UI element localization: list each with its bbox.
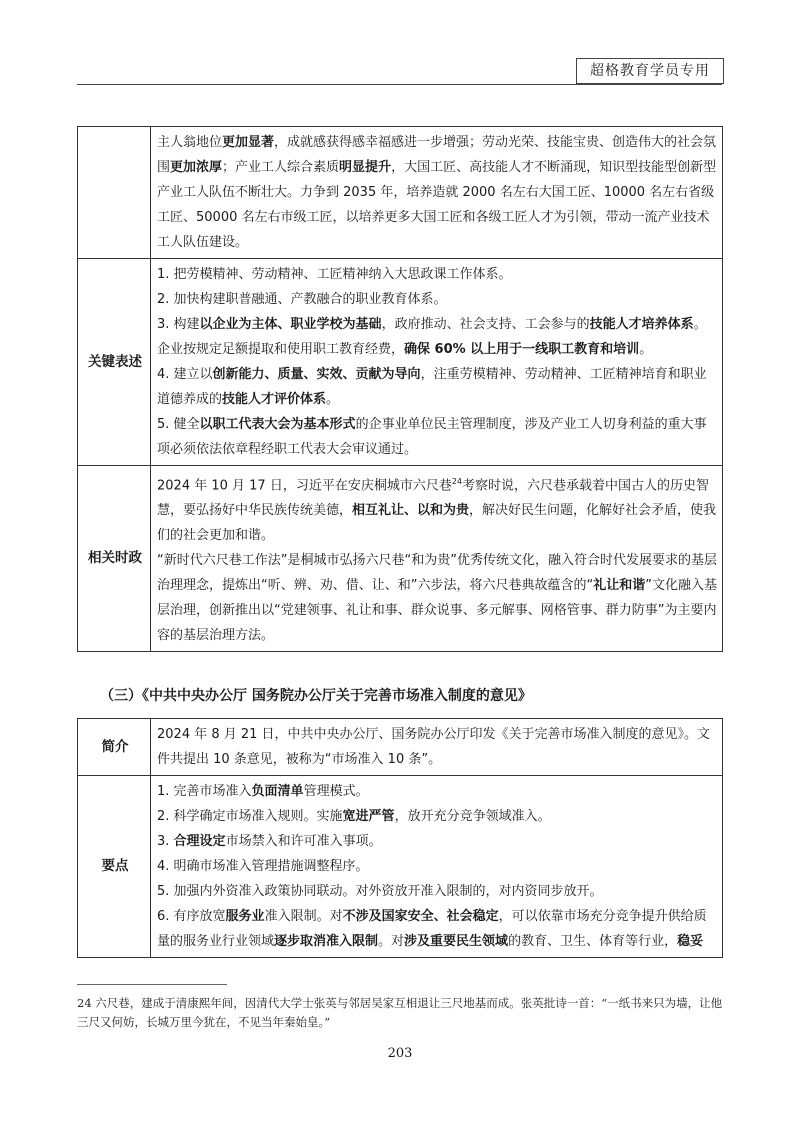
row-label-empty: [78, 127, 151, 259]
text-run: 1. 完善市场准入: [157, 784, 252, 799]
text-run: ，注重劳模精神、劳动精神、工匠精神培育和职业道德养成的: [157, 367, 707, 407]
text-run: ；产业工人综合素质: [222, 160, 340, 175]
emphasis-text: 不涉及国家安全、社会稳定: [342, 909, 499, 924]
emphasis-text: 以职工代表大会为基本形式: [199, 417, 356, 432]
list-item: [157, 829, 718, 854]
text-run: “新时代六尺巷工作法”是桐城市弘扬六尺巷“和为贵”优秀传统文化，融入符合时代发展要求的基层治理理念，提炼出“听、辨、劝、借、让、和”六步法，将六尺巷典故蕴含的“: [157, 553, 717, 594]
section-heading: （三）《中共中央办公厅 国务院办公厅关于完善市场准入制度的意见》: [100, 688, 532, 704]
emphasis-text: 礼让和谐: [593, 578, 646, 594]
text-run: 的教育、卫生、体育等行业，: [508, 934, 678, 949]
text-run: ，可以依靠市场充分竞争提升供给质量的服务业行业领域: [157, 909, 707, 949]
text-run: ”文化融入基层治理，创新推出以“党建领事、礼让和事、群众说事、多元解事、网格管事、群力防事”为主要内容的基层治理方法。: [157, 578, 717, 644]
table-row: [78, 259, 723, 466]
header-rule: [77, 84, 722, 85]
emphasis-text: 明显提升: [339, 160, 392, 175]
text-run: 4. 建立以: [157, 367, 213, 382]
list-item: [157, 262, 718, 287]
table-row: [78, 127, 723, 259]
text-run: 。: [326, 392, 340, 407]
emphasis-text: 合理设定: [173, 834, 226, 849]
text-run: 。企业按规定足额提取和使用职工教育经费，: [157, 317, 707, 357]
related-paragraph-1: [157, 469, 718, 548]
goals-paragraph: [157, 130, 718, 255]
text-run: ，解决好民生问题，化解好社会矛盾，使我们的社会更加和谐。: [157, 503, 717, 544]
text-run: 准入限制。对: [264, 909, 343, 924]
row-label-intro: 简介: [78, 719, 151, 776]
policy-table-2: [77, 718, 723, 958]
emphasis-text: 相互礼让、以和为贵: [352, 503, 470, 519]
goals-continuation-cell: [151, 127, 723, 259]
emphasis-text: 以企业为主体、职业学校为基础: [199, 317, 382, 332]
emphasis-text: 宽进严管: [342, 809, 395, 824]
related-news-cell: [151, 466, 723, 652]
emphasis-text: 稳妥: [677, 934, 704, 949]
emphasis-text: 创新能力、质量、实效、贡献为导向: [212, 367, 421, 382]
text-run: 5. 加强内外资准入政策协同联动。对外资放开准入限制的，对内资同步放开。: [157, 884, 603, 899]
emphasis-text: 更加浓厚: [170, 160, 223, 175]
related-paragraph-2: [157, 548, 718, 648]
text-run: 主人翁地位: [157, 135, 223, 150]
page-number: 203: [387, 1046, 413, 1061]
list-item: [157, 904, 718, 954]
table-row: [78, 466, 723, 652]
row-label-key-points: 要点: [78, 776, 151, 958]
text-run: 4. 明确市场准入管理措施调整程序。: [157, 859, 369, 874]
list-item: [157, 804, 718, 829]
emphasis-text: 逐步取消准入限制: [274, 934, 379, 949]
text-run: 市场禁入和许可准入事项。: [225, 834, 382, 849]
text-run: 考察时说，六尺巷承载着中国古人的历史智慧，要弘扬好中华民族传统美德，: [157, 478, 710, 519]
list-item: [157, 779, 718, 804]
text-run: 3.: [157, 834, 174, 849]
intro-cell: 2024 年 8 月 21 日，中共中央办公厅、国务院办公厅印发《关于完善市场准入制度的意见》。文件共提出 10 条意见，被称为“市场准入 10 条”。: [151, 719, 723, 776]
row-label-key-statements: 关键表述: [78, 259, 151, 466]
text-run: ，政府推动、社会支持、工会参与的: [381, 317, 590, 332]
text-run: 1. 把劳模精神、劳动精神、工匠精神纳入大思政课工作体系。: [157, 267, 512, 282]
emphasis-text: 更加显著: [222, 135, 275, 150]
text-run: ，成就感获得感幸福感进一步增强；劳动光荣、技能宝贵、创造伟大的社会氛围: [157, 135, 717, 175]
table-row: [78, 719, 723, 776]
table-row: [78, 776, 723, 958]
footnote-divider: [77, 984, 227, 985]
footnote: 24 六尺巷，建成于清康熙年间，因清代大学士张英与邻居吴家互相退让三尺地基而成。张英批诗一首：“一纸书来只为墙，让他三尺又何妨，长城万里今犹在，不见当年秦始皇。”: [77, 996, 723, 1029]
text-run: 6. 有序放宽: [157, 909, 226, 924]
policy-table-1: [77, 126, 723, 652]
footnote-ref: 24: [451, 477, 463, 486]
list-item: [157, 312, 718, 362]
list-item: [157, 287, 718, 312]
emphasis-text: 服务业: [225, 909, 265, 924]
row-label-related-news: 相关时政: [78, 466, 151, 652]
text-run: 。对: [378, 934, 405, 949]
list-item: [157, 879, 718, 904]
text-run: 。: [639, 342, 653, 357]
list-item: [157, 412, 718, 462]
text-run: 2024 年 10 月 17 日，习近平在安庆桐城市六尺巷: [157, 478, 452, 494]
text-run: 2. 科学确定市场准入规则。实施: [157, 809, 343, 824]
list-item: [157, 362, 718, 412]
text-run: 2. 加快构建职普融通、产教融合的职业教育体系。: [157, 292, 447, 307]
text-run: 管理模式。: [303, 784, 369, 799]
list-item: [157, 854, 718, 879]
emphasis-text: 确保 60% 以上用于一线职工教育和培训: [404, 342, 640, 357]
text-run: ，大国工匠、高技能人才不断涌现，知识型技能型创新型产业工人队伍不断壮大。力争到 2035 年，培养造就 2000 名左右大国工匠、10000 名左右省级工匠、50000 名左右市级工匠，以培养更多大国工匠和各级工匠人才为引领，带动一流产业技术工人队伍建设。: [157, 160, 717, 250]
text-run: ，放开充分竞争领域准入。: [394, 809, 551, 824]
text-run: 3. 构建: [157, 317, 200, 332]
emphasis-text: 负面清单: [251, 784, 304, 799]
key-statements-cell: [151, 259, 723, 466]
text-run: 5. 健全: [157, 417, 200, 432]
key-points-cell: [151, 776, 723, 958]
text-run: 的企事业单位民主管理制度，涉及产业工人切身利益的重大事项必须依法依章程经职工代表大会审议通过。: [157, 417, 707, 457]
emphasis-text: 技能人才评价体系: [222, 392, 327, 407]
exclusive-label: 超格教育学员专用: [576, 58, 724, 84]
emphasis-text: 涉及重要民生领域: [404, 934, 509, 949]
emphasis-text: 技能人才培养体系: [589, 317, 694, 332]
